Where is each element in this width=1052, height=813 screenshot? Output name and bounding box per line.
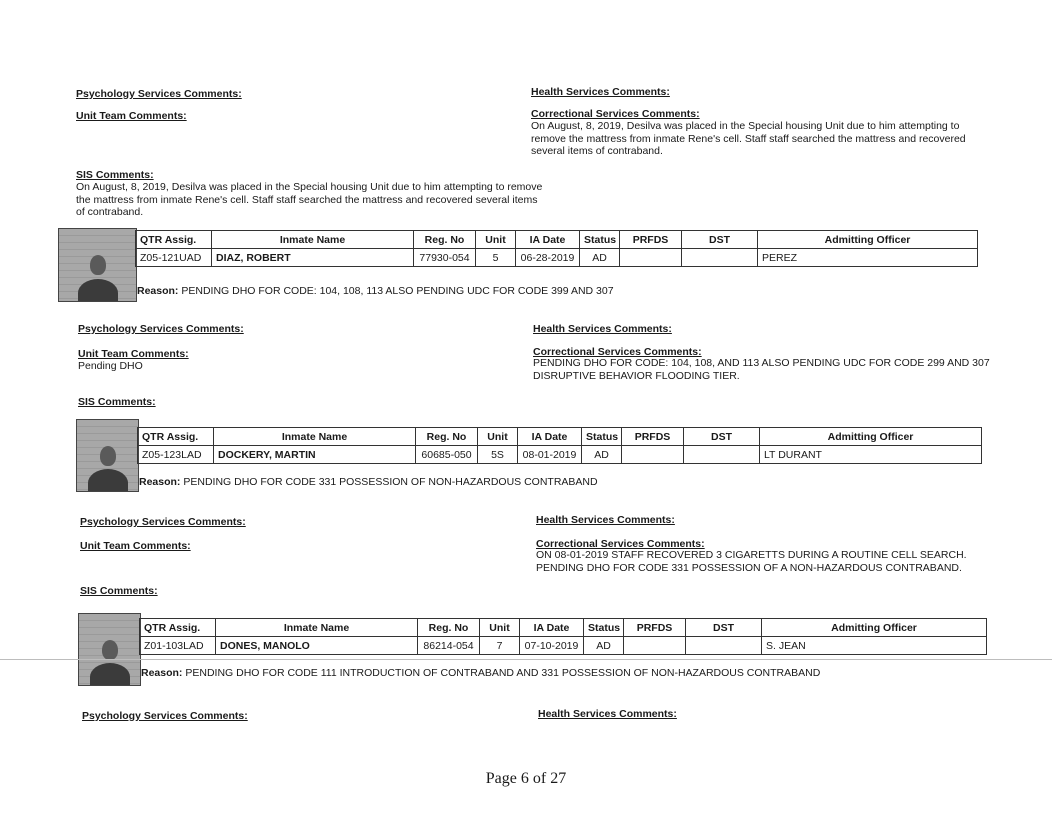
col-status: Status: [582, 428, 622, 446]
table-row: [138, 446, 982, 464]
prfds-cell: [622, 446, 684, 464]
unit-cell: 5S: [478, 446, 518, 464]
col-unit: Unit: [480, 619, 520, 637]
inmate-name-cell: DIAZ, ROBERT: [212, 249, 414, 267]
sis-comments-header: SIS Comments:: [76, 169, 154, 181]
dst-cell: [686, 637, 762, 655]
col-prfds: PRFDS: [622, 428, 684, 446]
text-line: DISRUPTIVE BEHAVIOR FLOODING TIER.: [533, 369, 740, 382]
dst-cell: [682, 249, 758, 267]
col-prfds: PRFDS: [620, 231, 682, 249]
col-qtr-assig: QTR Assig.: [138, 428, 214, 446]
health-comments-header: Health Services Comments:: [538, 708, 677, 720]
inmate-name-cell: DONES, MANOLO: [216, 637, 418, 655]
reason-text: PENDING DHO FOR CODE 331 POSSESSION OF NON-HAZARDOUS CONTRABAND: [183, 476, 598, 488]
text-line: PENDING DHO FOR CODE: 104, 108, AND 113 ALSO PENDING UDC FOR CODE 299 AND 307: [533, 357, 990, 369]
sis-comments-text: [76, 181, 542, 219]
admitting-officer-cell: LT DURANT: [760, 446, 982, 464]
health-comments-header: Health Services Comments:: [531, 86, 670, 98]
reason-label: Reason:: [141, 667, 183, 679]
text-line: On August, 8, 2019, Desilva was placed in the Special housing Unit due to him attempting to remove: [76, 181, 543, 193]
col-dst: DST: [684, 428, 760, 446]
table-row: [140, 637, 987, 655]
status-cell: AD: [584, 637, 624, 655]
col-admitting-officer: Admitting Officer: [762, 619, 987, 637]
text-line: several items of contraband.: [531, 145, 663, 157]
unit-cell: 5: [476, 249, 516, 267]
reason-text: PENDING DHO FOR CODE 111 INTRODUCTION OF CONTRABAND AND 331 POSSESSION OF NON-HAZARDOUS CONTRABAND: [185, 667, 821, 679]
unit-team-comments-text: [78, 360, 143, 373]
col-admitting-officer: Admitting Officer: [758, 231, 978, 249]
col-qtr-assig: QTR Assig.: [136, 231, 212, 249]
scan-line: [0, 659, 1052, 660]
col-admitting-officer: Admitting Officer: [760, 428, 982, 446]
qtr-assig-cell: Z01-103LAD: [140, 637, 216, 655]
prfds-cell: [624, 637, 686, 655]
reason-line: [141, 667, 820, 679]
col-ia-date: IA Date: [520, 619, 584, 637]
table-row: [136, 249, 978, 267]
text-line: On August, 8, 2019, Desilva was placed in the Special housing Unit due to him attempting to: [531, 120, 960, 132]
table-header-row: [138, 428, 982, 446]
unit-team-comments-header: Unit Team Comments:: [78, 348, 189, 360]
unit-team-comments-header: Unit Team Comments:: [76, 110, 187, 122]
col-status: Status: [584, 619, 624, 637]
col-unit: Unit: [476, 231, 516, 249]
table-header-row: [136, 231, 978, 249]
reg-no-cell: 77930-054: [414, 249, 476, 267]
ia-date-cell: 06-28-2019: [516, 249, 580, 267]
ia-date-cell: 08-01-2019: [518, 446, 582, 464]
page-number: Page 6 of 27: [485, 770, 567, 787]
col-inmate-name: Inmate Name: [216, 619, 418, 637]
text-line: PENDING DHO FOR CODE 331 POSSESSION OF A NON-HAZARDOUS CONTRABAND.: [536, 561, 962, 574]
admitting-officer-cell: PEREZ: [758, 249, 978, 267]
status-cell: AD: [582, 446, 622, 464]
col-inmate-name: Inmate Name: [214, 428, 416, 446]
reg-no-cell: 60685-050: [416, 446, 478, 464]
record-table: [135, 230, 978, 267]
ia-date-cell: 07-10-2019: [520, 637, 584, 655]
col-qtr-assig: QTR Assig.: [140, 619, 216, 637]
text-line: remove the mattress from inmate Rene's cell. Staff staff searched the mattress and recovered: [531, 132, 966, 145]
qtr-assig-cell: Z05-123LAD: [138, 446, 214, 464]
col-inmate-name: Inmate Name: [212, 231, 414, 249]
health-comments-header: Health Services Comments:: [536, 514, 675, 526]
col-status: Status: [580, 231, 620, 249]
reason-text: PENDING DHO FOR CODE: 104, 108, 113 ALSO PENDING UDC FOR CODE 399 AND 307: [181, 285, 614, 297]
reg-no-cell: 86214-054: [418, 637, 480, 655]
reason-label: Reason:: [139, 476, 181, 488]
psychology-comments-header: Psychology Services Comments:: [80, 516, 246, 528]
psychology-comments-header: Psychology Services Comments:: [78, 323, 244, 335]
psychology-comments-header: Psychology Services Comments:: [76, 88, 242, 100]
correctional-comments-header: Correctional Services Comments:: [536, 538, 705, 550]
correctional-comments-text: [533, 357, 990, 382]
text-line: ON 08-01-2019 STAFF RECOVERED 3 CIGARETTS DURING A ROUTINE CELL SEARCH.: [536, 549, 967, 561]
reason-line: [139, 476, 598, 488]
psychology-comments-header: Psychology Services Comments:: [82, 710, 248, 722]
inmate-name-cell: DOCKERY, MARTIN: [214, 446, 416, 464]
correctional-comments-header: Correctional Services Comments:: [533, 346, 702, 358]
sis-comments-header: SIS Comments:: [78, 396, 156, 408]
correctional-comments-header: Correctional Services Comments:: [531, 108, 700, 120]
correctional-comments-text: [531, 120, 966, 158]
status-cell: AD: [580, 249, 620, 267]
col-unit: Unit: [478, 428, 518, 446]
col-reg-no: Reg. No: [416, 428, 478, 446]
col-dst: DST: [682, 231, 758, 249]
sis-comments-header: SIS Comments:: [80, 585, 158, 597]
inmate-photo: [76, 419, 139, 492]
table-header-row: [140, 619, 987, 637]
text-line: the mattress from inmate Rene's cell. Staff staff searched the mattress and recovered several items: [76, 193, 538, 206]
admitting-officer-cell: S. JEAN: [762, 637, 987, 655]
dst-cell: [684, 446, 760, 464]
col-reg-no: Reg. No: [414, 231, 476, 249]
text-line: of contraband.: [76, 206, 144, 218]
reason-line: [137, 285, 614, 297]
unit-cell: 7: [480, 637, 520, 655]
col-dst: DST: [686, 619, 762, 637]
correctional-comments-text: [536, 549, 967, 574]
record-table: [137, 427, 982, 464]
qtr-assig-cell: Z05-121UAD: [136, 249, 212, 267]
inmate-photo: [58, 228, 137, 302]
record-table: [139, 618, 987, 655]
inmate-photo: [78, 613, 141, 686]
col-ia-date: IA Date: [518, 428, 582, 446]
col-reg-no: Reg. No: [418, 619, 480, 637]
col-ia-date: IA Date: [516, 231, 580, 249]
col-prfds: PRFDS: [624, 619, 686, 637]
text-line: Pending DHO: [78, 360, 143, 372]
unit-team-comments-header: Unit Team Comments:: [80, 540, 191, 552]
prfds-cell: [620, 249, 682, 267]
reason-label: Reason:: [137, 285, 179, 297]
health-comments-header: Health Services Comments:: [533, 323, 672, 335]
